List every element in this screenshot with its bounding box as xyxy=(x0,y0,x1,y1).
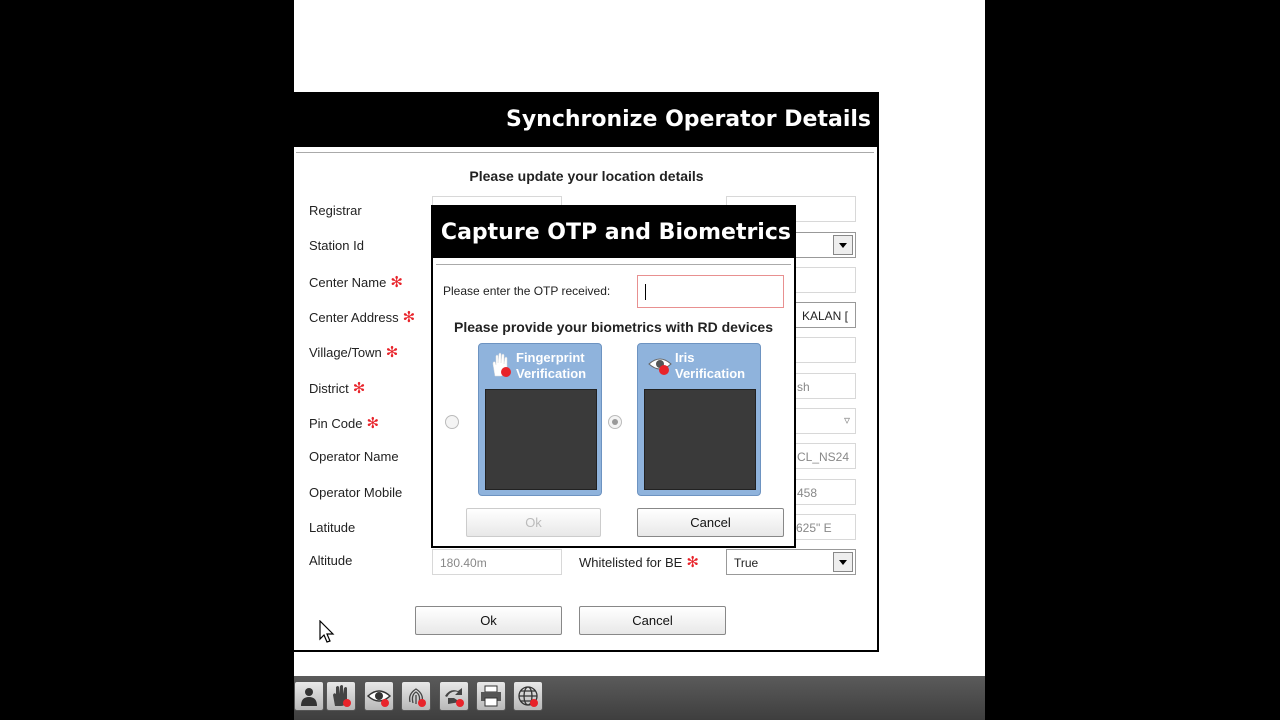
dialog-title: Capture OTP and Biometrics xyxy=(433,207,794,258)
operator-mobile-label: Operator Mobile xyxy=(309,485,403,500)
chevron-down-icon[interactable] xyxy=(833,235,853,255)
district-label: District ✻ xyxy=(309,380,366,397)
main-ok-button[interactable]: Ok xyxy=(415,606,562,635)
screen xyxy=(294,0,985,720)
otp-label: Please enter the OTP received: xyxy=(443,284,611,298)
whitelisted-label: Whitelisted for BE ✻ xyxy=(579,554,699,571)
operator-mobile-field[interactable]: 458 xyxy=(726,479,856,505)
pin-code-label: Pin Code ✻ xyxy=(309,415,380,432)
text-caret xyxy=(645,284,646,300)
hand-sync-icon[interactable] xyxy=(439,681,469,711)
taskbar xyxy=(294,676,985,720)
iris-verification-card[interactable] xyxy=(637,343,761,496)
registrar-label: Registrar xyxy=(309,203,362,218)
otp-input[interactable] xyxy=(637,275,784,308)
mouse-cursor-icon xyxy=(319,620,335,644)
window-title: Synchronize Operator Details xyxy=(294,94,877,147)
fingerprint-title: Fingerprint Verification xyxy=(516,350,587,381)
user-icon[interactable] xyxy=(294,681,324,711)
location-subtitle: Please update your location details xyxy=(469,168,704,184)
required-icon: ✻ xyxy=(385,344,399,361)
district-field[interactable]: sh xyxy=(726,373,856,399)
hand-icon[interactable] xyxy=(326,681,356,711)
center-name-label: Center Name ✻ xyxy=(309,274,403,291)
required-icon: ✻ xyxy=(686,554,699,571)
station-id-label: Station Id xyxy=(309,238,364,253)
whitelisted-dropdown[interactable]: True xyxy=(726,549,856,575)
eye-icon xyxy=(648,352,672,378)
latitude-field[interactable]: 625" E xyxy=(726,514,856,540)
dialog-cancel-button[interactable]: Cancel xyxy=(637,508,784,537)
altitude-label: Altitude xyxy=(309,553,353,568)
biometrics-prompt: Please provide your biometrics with RD devices xyxy=(454,319,773,335)
altitude-field[interactable]: 180.40m xyxy=(432,549,562,575)
capture-otp-dialog xyxy=(431,205,796,548)
printer-icon[interactable] xyxy=(476,681,506,711)
required-icon: ✻ xyxy=(366,415,380,432)
main-cancel-button[interactable]: Cancel xyxy=(579,606,726,635)
fingerprint-verification-card[interactable] xyxy=(478,343,602,496)
required-icon: ✻ xyxy=(390,274,403,291)
dialog-divider xyxy=(436,264,791,265)
required-icon: ✻ xyxy=(352,380,366,397)
fingerprint-preview xyxy=(485,389,597,490)
operator-name-label: Operator Name xyxy=(309,449,399,464)
hand-icon xyxy=(489,352,513,378)
synchronize-operator-window xyxy=(294,92,879,652)
fingerprint-icon[interactable] xyxy=(401,681,431,711)
center-address-label: Center Address ✻ xyxy=(309,309,416,326)
center-address-field[interactable]: KALAN [ xyxy=(726,302,856,328)
operator-name-field[interactable]: CL_NS24 xyxy=(726,443,856,469)
iris-radio[interactable] xyxy=(608,415,622,429)
chevron-down-icon[interactable] xyxy=(833,552,853,572)
required-icon: ✻ xyxy=(402,309,416,326)
eye-icon[interactable] xyxy=(364,681,394,711)
dialog-ok-button[interactable]: Ok xyxy=(466,508,601,537)
iris-preview xyxy=(644,389,756,490)
iris-title: Iris Verification xyxy=(675,350,746,381)
title-divider xyxy=(296,152,874,153)
globe-icon[interactable] xyxy=(513,681,543,711)
fingerprint-radio[interactable] xyxy=(445,415,459,429)
latitude-label: Latitude xyxy=(309,520,356,535)
village-town-label: Village/Town ✻ xyxy=(309,344,399,361)
